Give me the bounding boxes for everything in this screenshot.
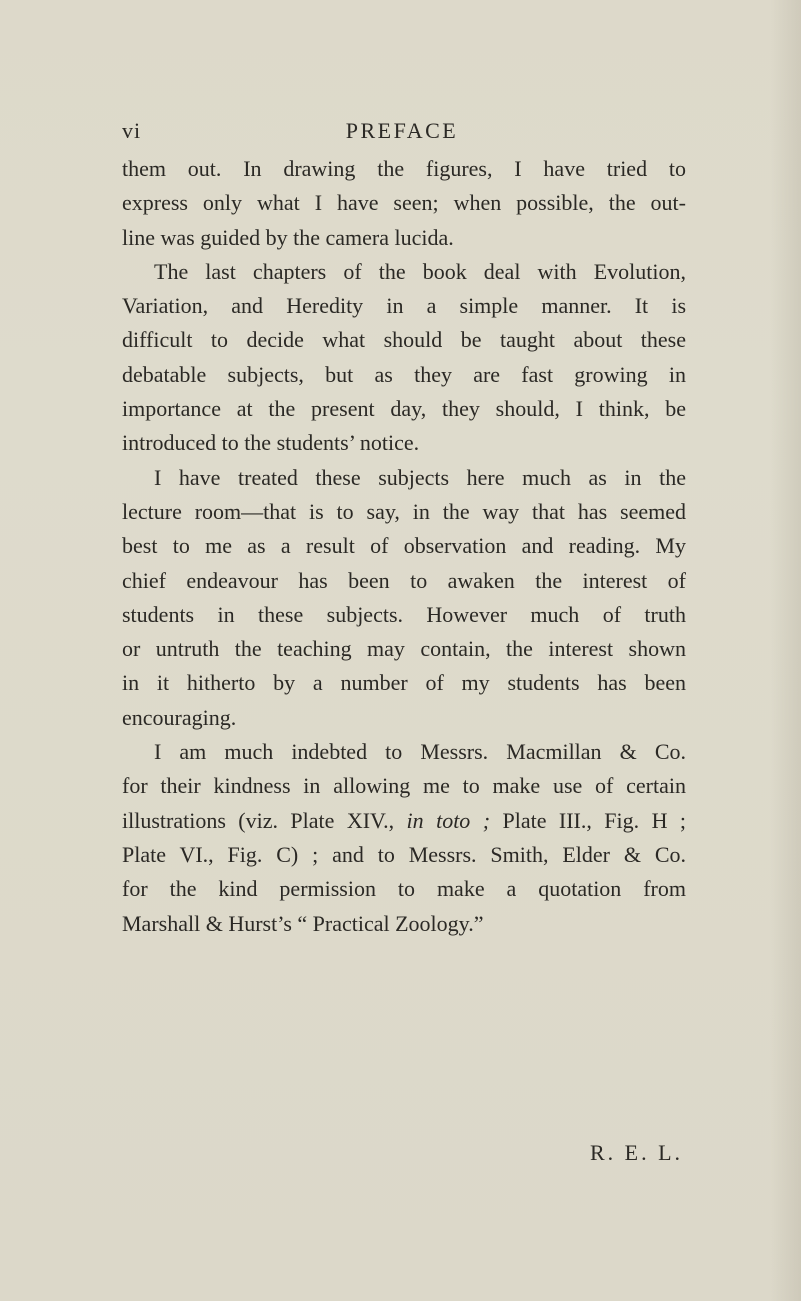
text-line: express only what I have seen; when possible, the out-	[122, 190, 686, 216]
text-line-mixed	[122, 804, 686, 838]
text-line: The last chapters of the book deal with Evolution,	[154, 258, 686, 284]
text-line: debatable subjects, but as they are fast growing in	[122, 361, 686, 387]
text-line: line was guided by the camera lucida.	[122, 224, 454, 250]
text-line: them out. In drawing the figures, I have tried to	[122, 156, 686, 181]
text-line: difficult to decide what should be taught about these	[122, 327, 686, 353]
text-line: for the kind permission to make a quotation from	[122, 876, 686, 902]
text-line: I am much indebted to Messrs. Macmillan & Co.	[154, 739, 686, 765]
italic-phrase: in toto ;	[406, 807, 491, 833]
author-initials: R. E. L.	[590, 1140, 684, 1165]
text-line: importance at the present day, they should, I think, be	[122, 396, 686, 422]
text-fragment: Plate III., Fig. H ;	[490, 807, 686, 833]
text-line: in it hitherto by a number of my students has been	[122, 670, 686, 696]
text-line: encouraging.	[122, 704, 237, 730]
text-line: I have treated these subjects here much as in the	[154, 464, 686, 490]
text-line: students in these subjects. However much of truth	[122, 601, 686, 627]
text-line: Plate VI., Fig. C) ; and to Messrs. Smith, Elder & Co.	[122, 841, 686, 867]
text-fragment: illustrations (viz. Plate XIV.,	[122, 807, 407, 833]
text-line: or untruth the teaching may contain, the interest shown	[122, 636, 686, 662]
text-line: for their kindness in allowing me to make use of certain	[122, 773, 686, 799]
text-line: Variation, and Heredity in a simple manner. It is	[122, 293, 686, 319]
preface-text	[122, 152, 686, 941]
text-line: chief endeavour has been to awaken the interest of	[122, 567, 686, 593]
text-line: best to me as a result of observation and reading. My	[122, 533, 686, 559]
page-header	[122, 118, 682, 148]
text-line: lecture room—that is to say, in the way that has seemed	[122, 498, 686, 524]
page-number: vi	[122, 118, 142, 143]
text-line: Marshall & Hurst’s “ Practical Zoology.”	[122, 910, 484, 936]
text-line: introduced to the students’ notice.	[122, 430, 420, 456]
running-head: PREFACE	[345, 118, 459, 143]
